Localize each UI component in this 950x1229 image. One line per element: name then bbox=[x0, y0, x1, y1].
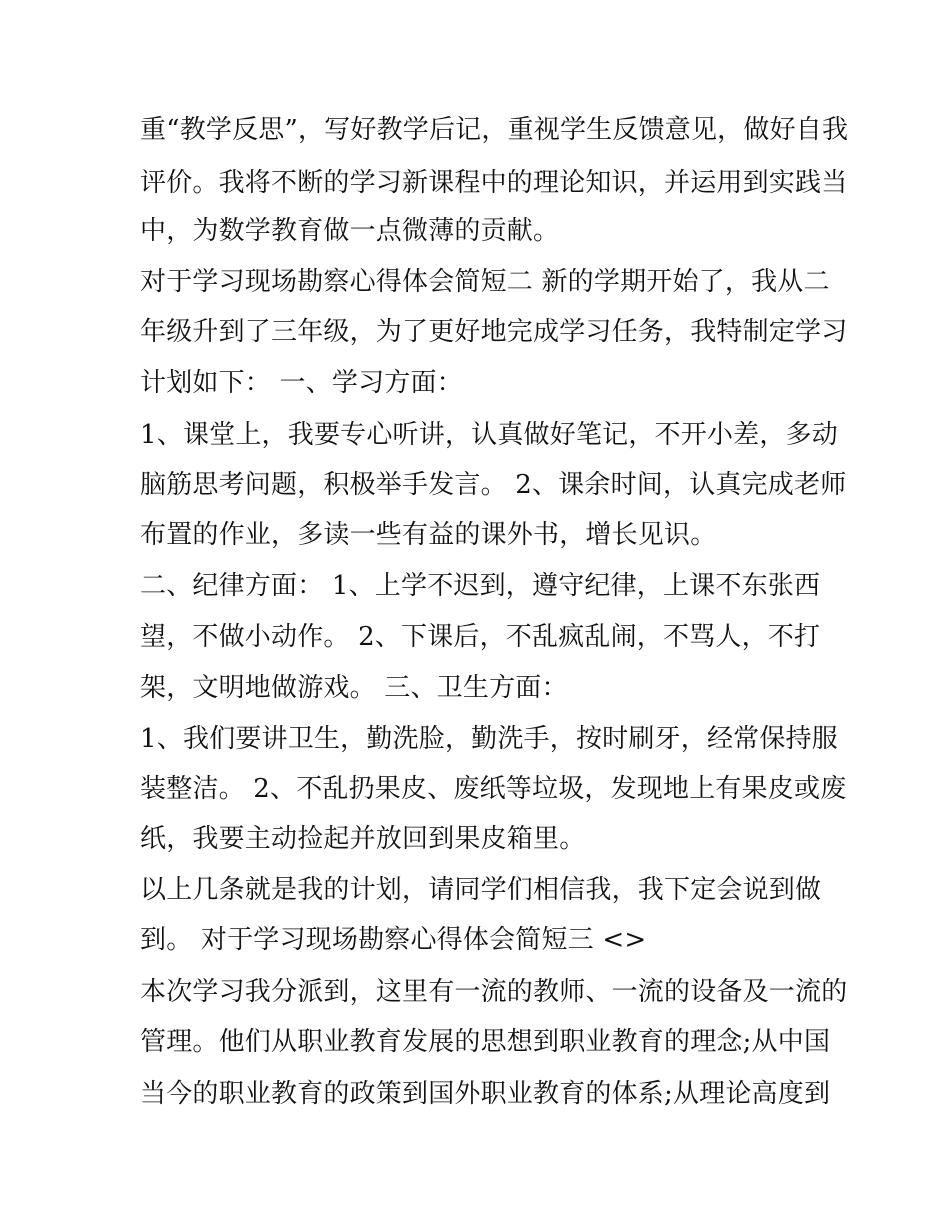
text-line-19: 管理。他们从职业教育发展的思想到职业教育的理念;从中国 bbox=[140, 1027, 831, 1057]
text-line-8: 脑筋思考问题，积极举手发言。 2、课余时间，认真完成老师 bbox=[140, 470, 847, 500]
text-line-12: 架，文明地做游戏。 三、卫生方面： bbox=[140, 673, 568, 703]
text-line-3: 中，为数学教育做一点微薄的贡献。 bbox=[140, 216, 560, 246]
text-line-18: 本次学习我分派到，这里有一流的教师、一流的设备及一流的 bbox=[140, 977, 848, 1007]
text-line-11: 望，不做小动作。 2、下课后，不乱疯乱闹，不骂人，不打 bbox=[140, 622, 821, 652]
text-line-2: 评价。我将不断的学习新课程中的理论知识，并运用到实践当 bbox=[140, 168, 848, 198]
text-line-17: 到。 对于学习现场勘察心得体会简短三 <> bbox=[140, 925, 647, 955]
text-line-15: 纸，我要主动捡起并放回到果皮箱里。 bbox=[140, 824, 586, 854]
text-line-10: 二、纪律方面： 1、上学不迟到，遵守纪律，上课不东张西 bbox=[140, 571, 821, 601]
text-line-20: 当今的职业教育的政策到国外职业教育的体系;从理论高度到 bbox=[140, 1079, 831, 1109]
text-line-14: 装整洁。 2、不乱扔果皮、废纸等垃圾，发现地上有果皮或废 bbox=[140, 774, 847, 804]
text-line-4: 对于学习现场勘察心得体会简短二 新的学期开始了，我从二 bbox=[140, 267, 830, 297]
text-line-9: 布置的作业，多读一些有益的课外书，增长见识。 bbox=[140, 520, 717, 550]
text-line-7: 1、课堂上，我要专心听讲，认真做好笔记，不开小差，多动 bbox=[140, 420, 838, 450]
text-line-5: 年级升到了三年级，为了更好地完成学习任务，我特制定学习 bbox=[140, 317, 848, 347]
text-line-16: 以上几条就是我的计划，请同学们相信我，我下定会说到做 bbox=[140, 875, 822, 905]
text-line-6: 计划如下： 一、学习方面： bbox=[140, 368, 463, 398]
text-line-13: 1、我们要讲卫生，勤洗脸，勤洗手，按时刷牙，经常保持服 bbox=[140, 724, 838, 754]
text-line-1: 重“教学反思”，写好教学后记，重视学生反馈意见，做好自我 bbox=[140, 115, 849, 145]
